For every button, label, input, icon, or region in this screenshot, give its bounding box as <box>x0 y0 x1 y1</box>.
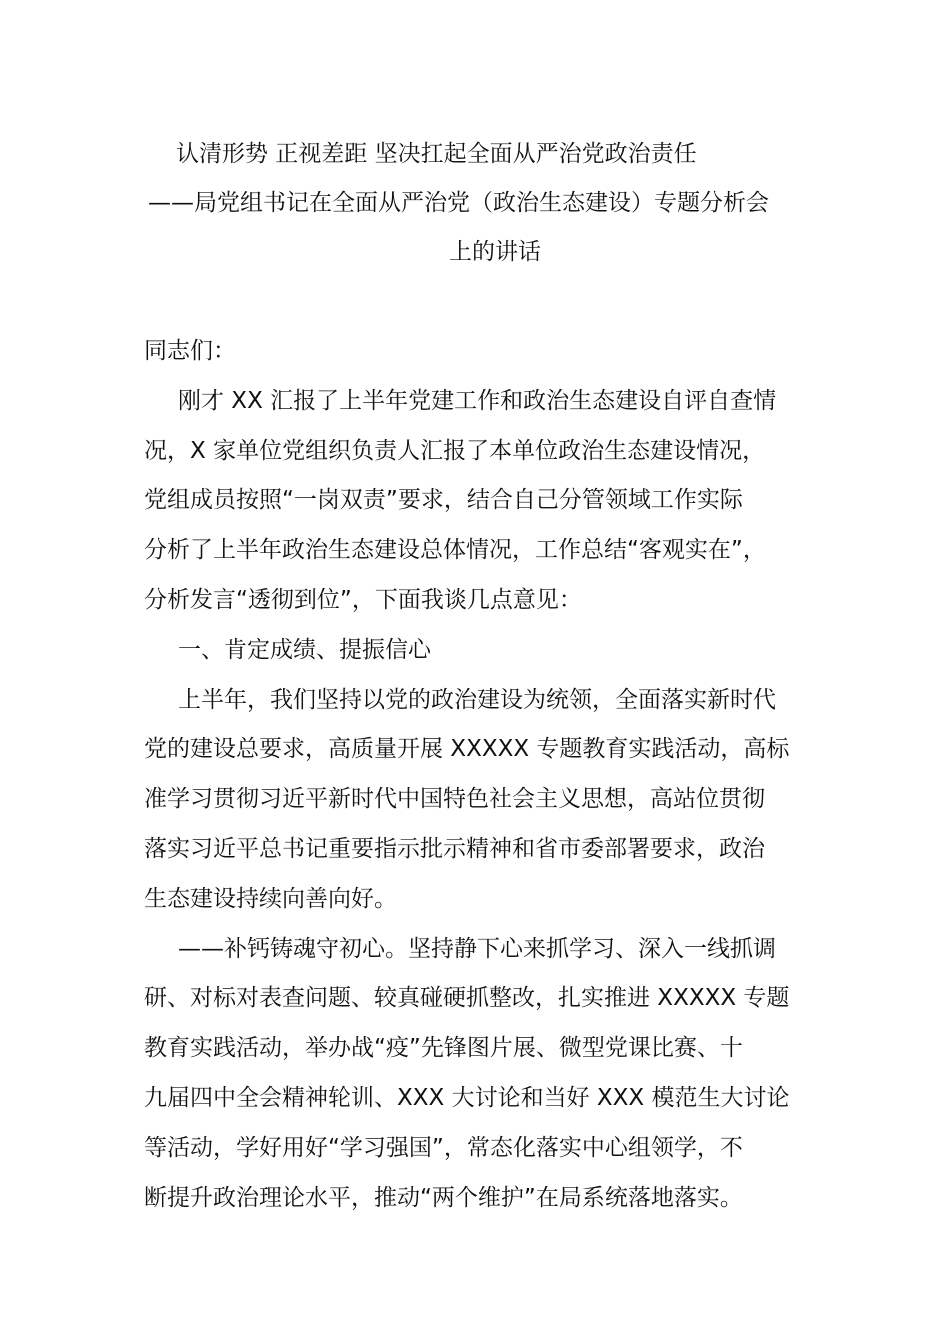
body-line: 落实习近平总书记重要指示批示精神和省市委部署要求，政治 <box>144 835 765 862</box>
body-line: 断提升政治理论水平，推动“两个维护”在局系统落地落实。 <box>144 1184 743 1211</box>
document-title: 认清形势 正视差距 坚决扛起全面从严治党政治责任 <box>176 141 697 167</box>
body-line: 准学习贯彻习近平新时代中国特色社会主义思想，高站位贯彻 <box>144 786 765 813</box>
body-line: 分析发言“透彻到位”，下面我谈几点意见： <box>144 586 582 613</box>
body-line: 刚才 XX 汇报了上半年党建工作和政治生态建设自评自查情 <box>178 387 777 414</box>
body-line: 等活动，学好用好“学习强国”，常态化落实中心组领学，不 <box>144 1134 743 1161</box>
document-subtitle: ——局党组书记在全面从严治党（政治生态建设）专题分析会 <box>148 190 769 216</box>
document-body <box>144 327 814 1223</box>
body-line: ——补钙铸魂守初心。坚持静下心来抓学习、深入一线抓调 <box>178 935 776 962</box>
body-line: 研、对标对表查问题、较真碰硬抓整改，扎实推进 XXXXX 专题 <box>144 985 790 1012</box>
body-line: 生态建设持续向善向好。 <box>144 885 397 912</box>
body-line: 同志们： <box>144 338 236 364</box>
body-line: 党组成员按照“一岗双责”要求，结合自己分管领域工作实际 <box>144 487 743 514</box>
body-line: 况，X 家单位党组织负责人汇报了本单位政治生态建设情况， <box>144 437 766 464</box>
body-line: 九届四中全会精神轮训、XXX 大讨论和当好 XXX 模范生大讨论 <box>144 1084 790 1111</box>
body-line: 一、肯定成绩、提振信心 <box>178 636 431 663</box>
body-line: 党的建设总要求，高质量开展 XXXXX 专题教育实践活动，高标 <box>144 736 790 763</box>
document-subtitle-continued: 上的讲话 <box>449 239 541 265</box>
title-block <box>120 130 830 277</box>
body-line: 分析了上半年政治生态建设总体情况，工作总结“客观实在”， <box>144 537 766 564</box>
body-line: 教育实践活动，举办战“疫”先锋图片展、微型党课比赛、十 <box>144 1035 743 1062</box>
body-line: 上半年，我们坚持以党的政治建设为统领，全面落实新时代 <box>178 686 776 713</box>
